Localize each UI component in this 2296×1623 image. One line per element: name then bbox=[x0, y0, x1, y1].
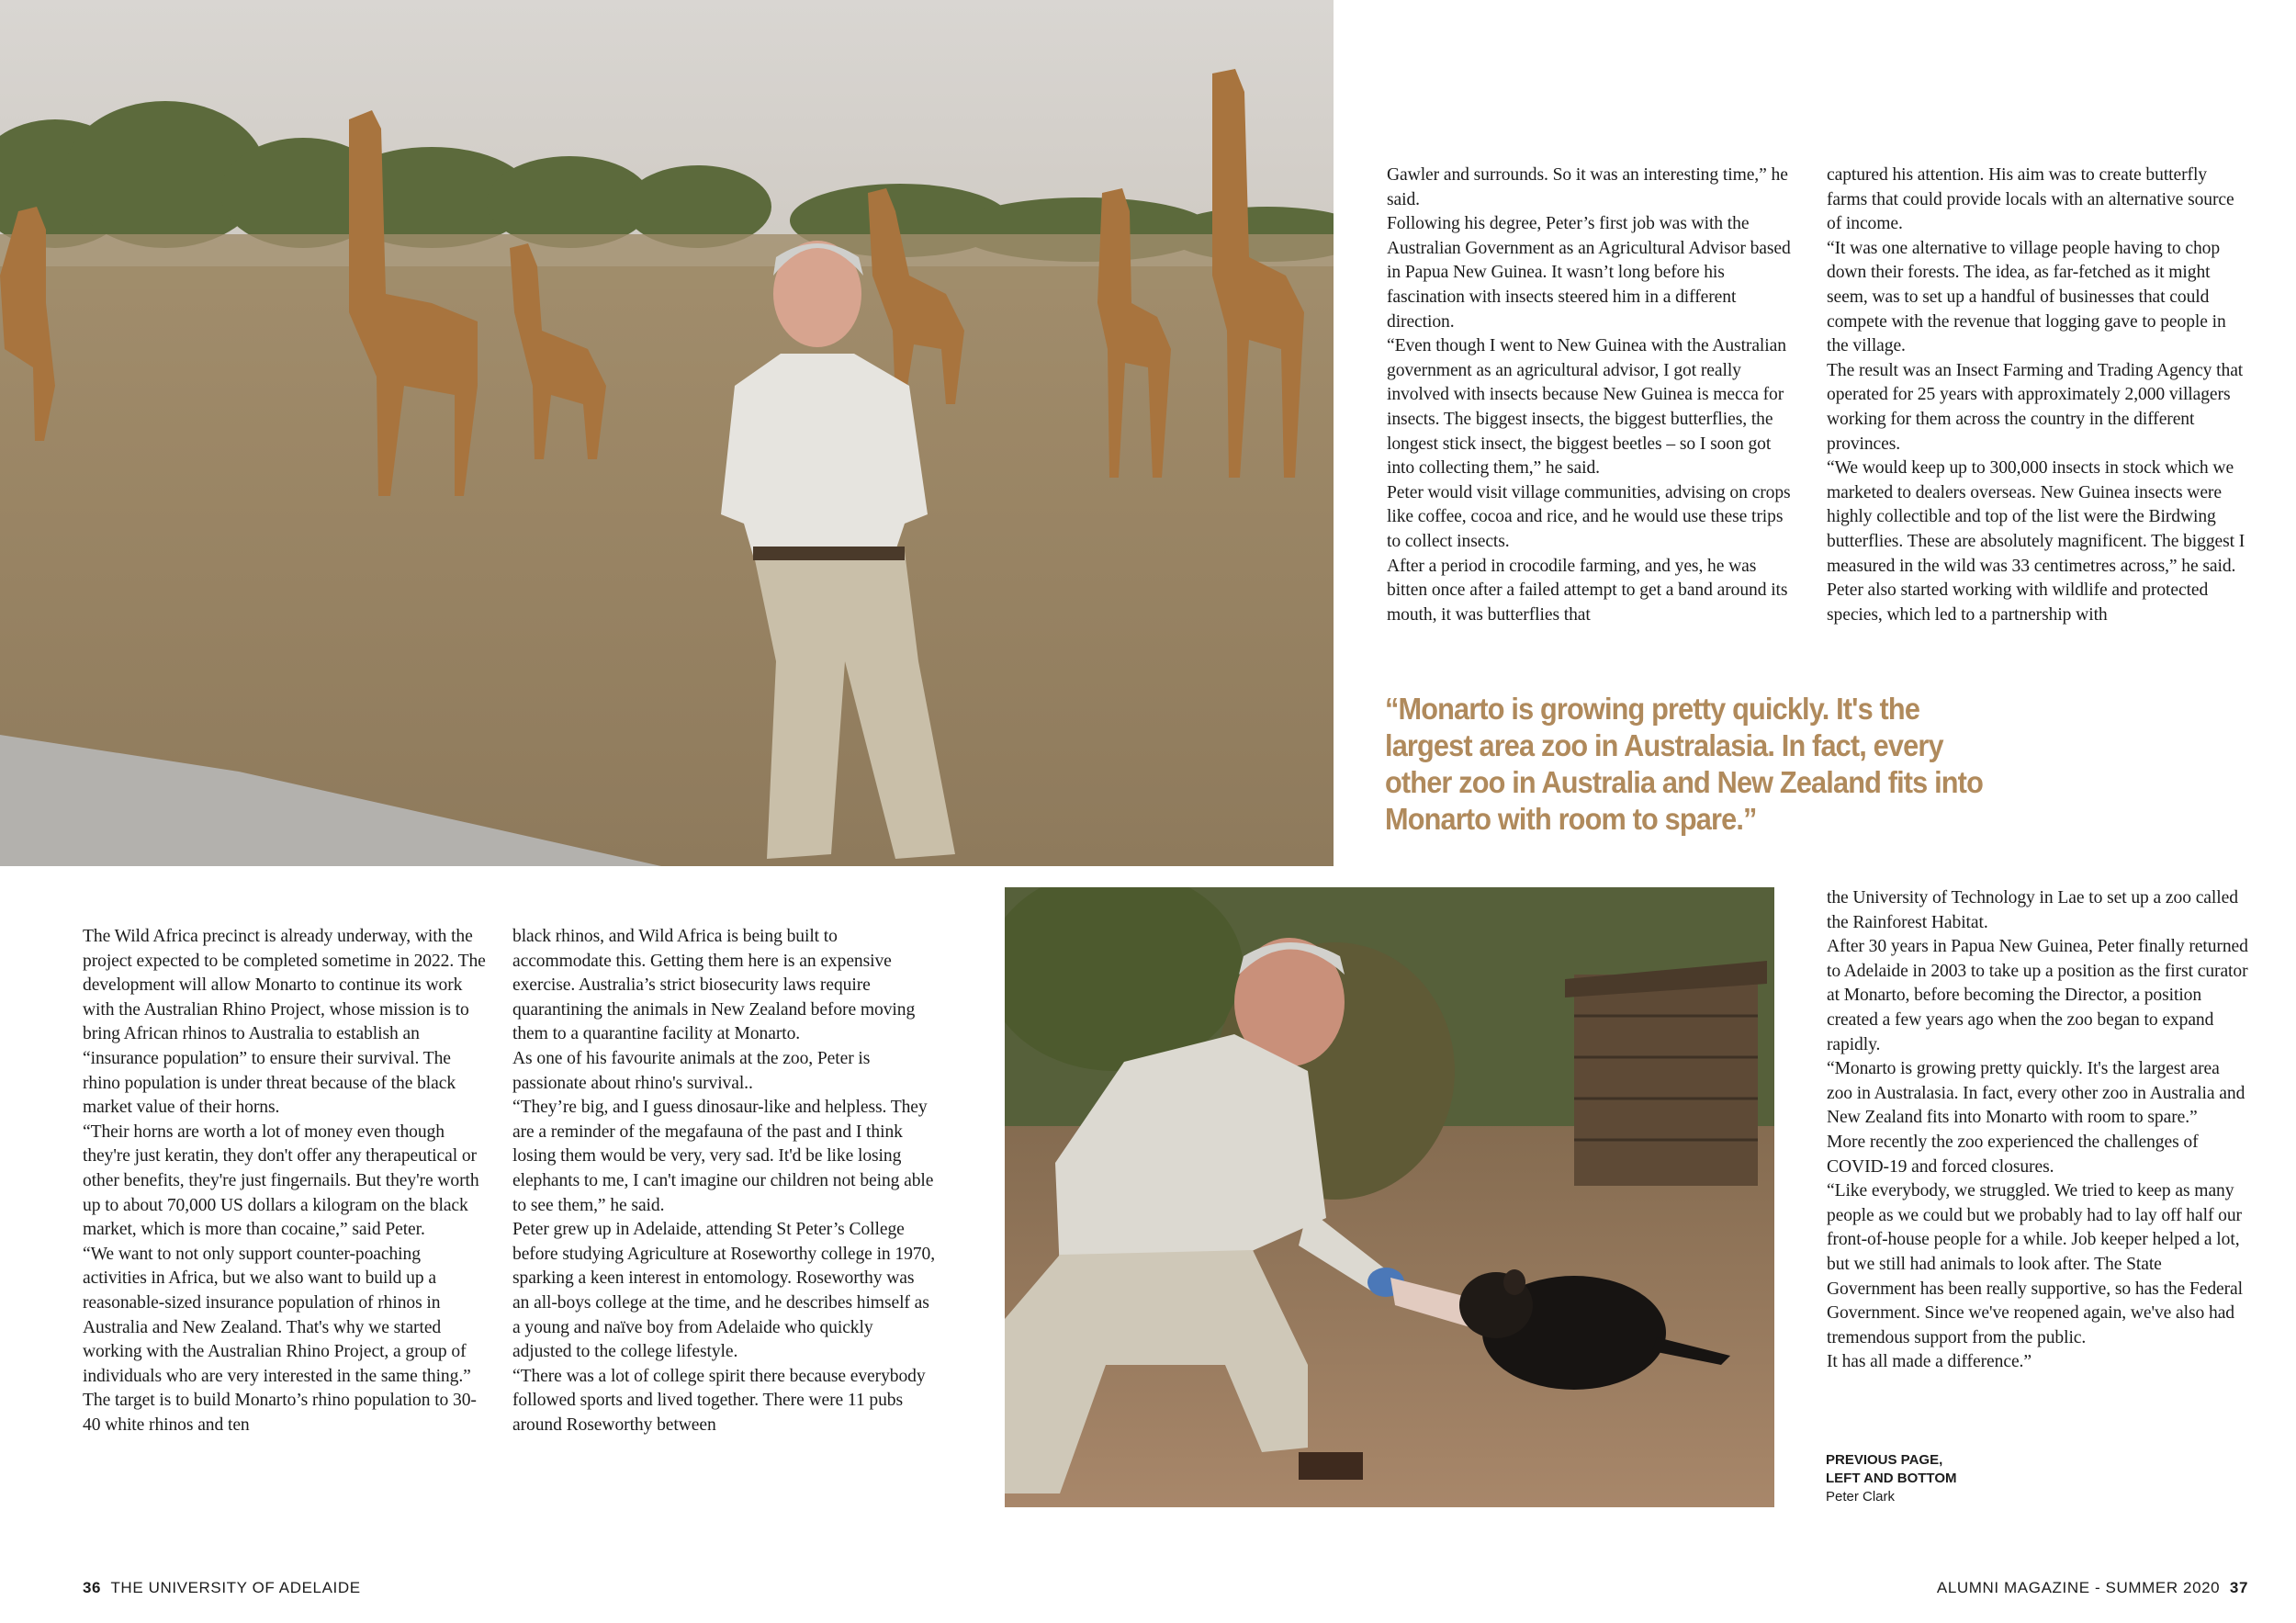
paragraph: Peter grew up in Adelaide, attending St Peter’s College before studying Agriculture at Roseworthy college in 1970, sparking a keen interest in entomology. Roseworthy was an all-boys college at the time, and he describes himself as a young and naïve boy from Adelaide who quickly adjusted to the college lifestyle. bbox=[512, 1220, 935, 1362]
paragraph: “Like everybody, we struggled. We tried to keep as many people as we could but we probably had to lay off half our front-of-house people for a while. Job keeper helped a lot, but we still had animals to look after. The State Government has been really supportive, so has the Federal Government. Since we've reopened again, we've also had tremendous support from the public. bbox=[1827, 1181, 2243, 1347]
paragraph: After a period in crocodile farming, and yes, he was bitten once after a failed attempt to get a band around its mouth, it was butterflies that bbox=[1387, 556, 1788, 625]
photo-caption bbox=[1826, 1451, 1957, 1506]
paragraph: The Wild Africa precinct is already underway, with the project expected to be completed sometime in 2022. The development will allow Monarto to continue its work with the Australian Rhino Project, whose mission is to bring African rhinos to Australia to establish an “insurance population” to ensure their survival. The rhino population is under threat because of the black market value of their horns. bbox=[83, 927, 486, 1118]
paragraph: Peter would visit village communities, advising on crops like coffee, cocoa and rice, and he would use these trips to collect insects. bbox=[1387, 482, 1791, 551]
paragraph: The target is to build Monarto’s rhino population to 30-40 white rhinos and ten bbox=[83, 1391, 477, 1435]
paragraph: captured his attention. His aim was to create butterfly farms that could provide locals with an alternative source of income. bbox=[1827, 165, 2234, 234]
page-number-left: 36 bbox=[83, 1579, 102, 1596]
article-column-left-1 bbox=[83, 925, 487, 1437]
paragraph: More recently the zoo experienced the challenges of COVID-19 and forced closures. bbox=[1827, 1132, 2199, 1177]
paragraph: “We want to not only support counter-poaching activities in Africa, but we also want to build up a reasonable-sized insurance population of rhinos in Australia and New Zealand. That's why we started working with the Australian Rhino Project, a group of individuals who are very interested in the same thing.” bbox=[83, 1244, 471, 1386]
article-column-left-2 bbox=[512, 925, 935, 1437]
page-number-right: 37 bbox=[2229, 1579, 2248, 1596]
paragraph: the University of Technology in Lae to set up a zoo called the Rainforest Habitat. bbox=[1827, 888, 2238, 932]
paragraph: “Monarto is growing pretty quickly. It's the largest area zoo in Australasia. In fact, every other zoo in Australia and New Zealand fits into Monarto with room to spare.” bbox=[1827, 1059, 2245, 1128]
paragraph: The result was an Insect Farming and Trading Agency that operated for 25 years with approximately 2,000 villagers working for them across the country in the different provinces. bbox=[1827, 360, 2244, 454]
paragraph: Following his degree, Peter’s first job was with the Australian Government as an Agricultural Advisor based in Papua New Guinea. It wasn’t long before his fascination with insects steered him in a different direction. bbox=[1387, 214, 1791, 332]
paragraph: “They’re big, and I guess dinosaur-like and helpless. They are a reminder of the megafauna of the past and I think losing them would be very, very sad. It'd be like losing elephants to me, I can't imagine our children not being able to see them,” he said. bbox=[512, 1098, 934, 1215]
paragraph: “It was one alternative to village people having to chop down their forests. The idea, as far-fetched as it might seem, was to set up a handful of businesses that could compete with the revenue that logging gave to people in the village. bbox=[1827, 238, 2226, 356]
tasmanian-devil-photo bbox=[1005, 887, 1774, 1507]
paragraph: As one of his favourite animals at the zoo, Peter is passionate about rhino's survival.. bbox=[512, 1048, 871, 1093]
caption-heading-line-2: LEFT AND BOTTOM bbox=[1826, 1471, 1957, 1486]
article-column-top-right-2 bbox=[1827, 163, 2249, 627]
caption-heading-line-1: PREVIOUS PAGE, bbox=[1826, 1452, 1943, 1468]
paragraph: “Their horns are worth a lot of money even though they're just keratin, they don't offer any therapeutical or other benefits, they're just fingernails. But they're worth up to about 70,000 US dollars a kilogram on the black market, which is more than cocaine,” said Peter. bbox=[83, 1121, 479, 1240]
footer-right bbox=[1937, 1579, 2248, 1597]
paragraph: “Even though I went to New Guinea with the Australian government as an agricultural advisor, I got really involved with insects because New Guinea is mecca for insects. The biggest insects, the biggest butterflies, the longest stick insect, the biggest beetles – so I soon got into collecting them,” he said. bbox=[1387, 336, 1786, 479]
publication-title-left: THE UNIVERSITY OF ADELAIDE bbox=[110, 1579, 361, 1596]
paragraph: black rhinos, and Wild Africa is being built to accommodate this. Getting them here is an expensive exercise. Australia’s strict biosecurity laws require quarantining the animals in New Zealand before moving them to a quarantine facility at Monarto. bbox=[512, 927, 916, 1044]
pull-quote: “Monarto is growing pretty quickly. It's the largest area zoo in Australasia. In fact, every other zoo in Australia and New Zealand fits into Monarto with room to spare.” bbox=[1385, 692, 1983, 836]
giraffe-photo bbox=[0, 0, 1334, 866]
paragraph: Peter also started working with wildlife and protected species, which led to a partnership with bbox=[1827, 580, 2209, 625]
paragraph: It has all made a difference.” bbox=[1827, 1352, 2032, 1372]
article-column-top-right-1 bbox=[1387, 163, 1791, 627]
paragraph: “There was a lot of college spirit there because everybody followed sports and lived together. There were 11 pubs around Roseworthy between bbox=[512, 1366, 926, 1435]
paragraph: “We would keep up to 300,000 insects in stock which we marketed to dealers overseas. New Guinea insects were highly collectible and top of the list were the Birdwing butterflies. These are absolutely magnificent. The biggest I measured in the wild was 33 centimetres across,” he said. bbox=[1827, 458, 2245, 576]
photo-credit: Peter Clark bbox=[1826, 1489, 1896, 1505]
paragraph: After 30 years in Papua New Guinea, Peter finally returned to Adelaide in 2003 to take up a position as the first curator at Monarto, before becoming the Director, a position created a few years ago when the zoo began to expand rapidly. bbox=[1827, 937, 2248, 1054]
footer-left bbox=[83, 1579, 361, 1597]
publication-title-right: ALUMNI MAGAZINE - SUMMER 2020 bbox=[1936, 1579, 2221, 1596]
article-column-bottom-right bbox=[1827, 886, 2249, 1375]
paragraph: Gawler and surrounds. So it was an interesting time,” he said. bbox=[1387, 165, 1788, 209]
